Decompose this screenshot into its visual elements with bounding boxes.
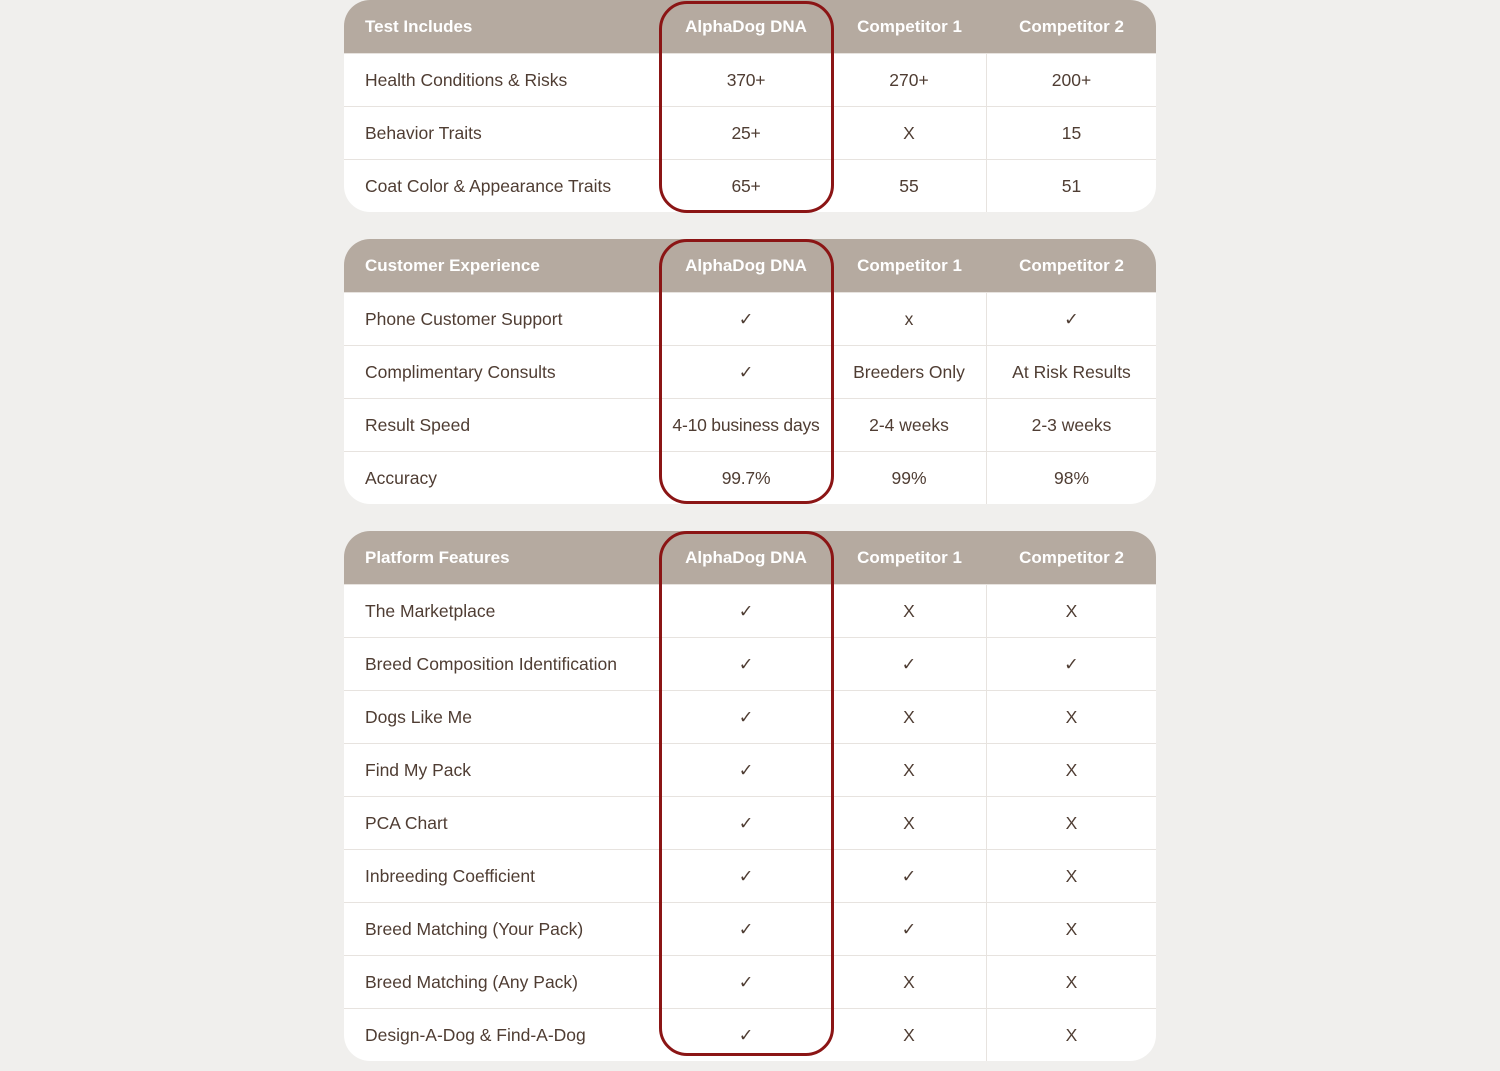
competitor-2-value: ✓ (1064, 653, 1079, 674)
competitor-1-value: x (832, 293, 987, 345)
alphadog-value: ✓ (738, 361, 754, 382)
competitor-2-value: X (1065, 865, 1078, 886)
competitor-2-value: 51 (1061, 175, 1082, 196)
competitor-2-value: X (1065, 918, 1078, 939)
feature-label: Result Speed (365, 414, 471, 435)
competitor-2-value: X (1065, 759, 1078, 780)
feature-label: Breed Composition Identification (365, 653, 617, 674)
competitor-1-value: ✓ (832, 638, 987, 690)
alphadog-value: 25+ (731, 122, 761, 143)
competitor-2-value: 2-3 weeks (1031, 414, 1112, 435)
alphadog-value: ✓ (738, 918, 754, 939)
table-header (344, 531, 1156, 584)
alphadog-value: ✓ (738, 1024, 754, 1045)
competitor-2-value: 200+ (1051, 69, 1092, 90)
alphadog-value: ✓ (738, 706, 754, 727)
competitor-2-value: X (1065, 600, 1078, 621)
competitor-1-value: 55 (832, 160, 987, 212)
col-header-alphadog: AlphaDog DNA (685, 547, 807, 567)
competitor-1-value: X (832, 585, 987, 637)
competitor-2-value: At Risk Results (1012, 361, 1131, 382)
alphadog-value: ✓ (738, 865, 754, 886)
competitor-2-value: 98% (1053, 467, 1090, 488)
table-row (344, 637, 1156, 690)
table-row (344, 743, 1156, 796)
feature-label: Design-A-Dog & Find-A-Dog (365, 1024, 586, 1045)
section-title: Platform Features (365, 547, 510, 567)
competitor-1-value: X (832, 744, 987, 796)
competitor-2-value: X (1065, 706, 1078, 727)
competitor-1-value: Breeders Only (832, 346, 987, 398)
col-header-competitor-1: Competitor 1 (857, 255, 962, 275)
col-header-competitor-2: Competitor 2 (1019, 547, 1124, 567)
table-row (344, 292, 1156, 345)
feature-label: Health Conditions & Risks (365, 69, 568, 90)
feature-label: Accuracy (365, 467, 437, 488)
alphadog-value: 65+ (731, 175, 761, 196)
competitor-1-value: X (832, 956, 987, 1008)
feature-label: Phone Customer Support (365, 308, 563, 329)
feature-label: Inbreeding Coefficient (365, 865, 535, 886)
alphadog-value: ✓ (738, 600, 754, 621)
alphadog-value: 99.7% (721, 467, 771, 488)
test-includes-table (344, 0, 1156, 212)
competitor-1-value: ✓ (832, 903, 987, 955)
alphadog-value: ✓ (738, 812, 754, 833)
competitor-1-value: X (832, 1009, 987, 1061)
table-row (344, 955, 1156, 1008)
table-row (344, 584, 1156, 637)
col-header-alphadog: AlphaDog DNA (685, 255, 807, 275)
customer-experience-table (344, 239, 1156, 504)
table-row (344, 1008, 1156, 1061)
section-title: Test Includes (365, 16, 473, 36)
competitor-2-value: X (1065, 1024, 1078, 1045)
alphadog-value: ✓ (738, 971, 754, 992)
feature-label: The Marketplace (365, 600, 496, 621)
table-row (344, 796, 1156, 849)
feature-label: Find My Pack (365, 759, 471, 780)
table-row (344, 159, 1156, 212)
competitor-1-value: 99% (832, 452, 987, 504)
alphadog-value: ✓ (738, 653, 754, 674)
alphadog-value: ✓ (738, 759, 754, 780)
col-header-competitor-2: Competitor 2 (1019, 255, 1124, 275)
platform-features-table (344, 531, 1156, 1061)
competitor-2-value: ✓ (1064, 308, 1079, 329)
table-row (344, 451, 1156, 504)
feature-label: Breed Matching (Your Pack) (365, 918, 584, 939)
col-header-competitor-1: Competitor 1 (857, 547, 962, 567)
col-header-competitor-2: Competitor 2 (1019, 16, 1124, 36)
competitor-2-value: X (1065, 971, 1078, 992)
col-header-competitor-1: Competitor 1 (857, 16, 962, 36)
table-header (344, 239, 1156, 292)
alphadog-value: ✓ (738, 308, 754, 329)
table-row (344, 902, 1156, 955)
table-row (344, 53, 1156, 106)
table-row (344, 398, 1156, 451)
feature-label: Coat Color & Appearance Traits (365, 175, 612, 196)
col-header-alphadog: AlphaDog DNA (685, 16, 807, 36)
competitor-1-value: X (832, 691, 987, 743)
table-row (344, 849, 1156, 902)
competitor-2-value: 15 (1061, 122, 1082, 143)
feature-label: Complimentary Consults (365, 361, 556, 382)
alphadog-value: 4-10 business days (672, 414, 820, 435)
alphadog-value: 370+ (726, 69, 766, 90)
table-row (344, 106, 1156, 159)
table-row (344, 345, 1156, 398)
competitor-1-value: ✓ (832, 850, 987, 902)
table-row (344, 690, 1156, 743)
section-title: Customer Experience (365, 255, 540, 275)
table-header (344, 0, 1156, 53)
competitor-1-value: X (832, 797, 987, 849)
competitor-1-value: 2-4 weeks (832, 399, 987, 451)
competitor-2-value: X (1065, 812, 1078, 833)
feature-label: Dogs Like Me (365, 706, 472, 727)
competitor-1-value: 270+ (832, 54, 987, 106)
feature-label: PCA Chart (365, 812, 448, 833)
feature-label: Breed Matching (Any Pack) (365, 971, 579, 992)
competitor-1-value: X (832, 107, 987, 159)
feature-label: Behavior Traits (365, 122, 482, 143)
